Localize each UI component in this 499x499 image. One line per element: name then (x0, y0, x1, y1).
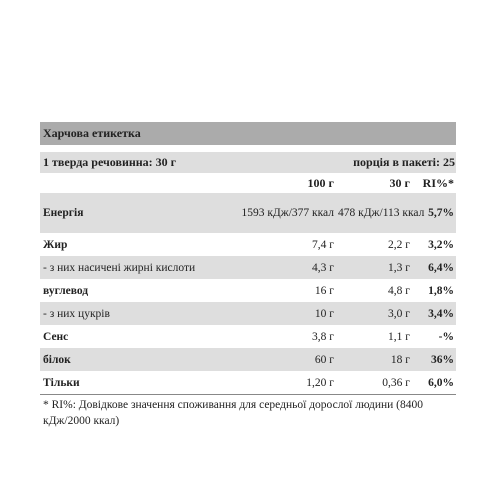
nutrient-name: - з них цукрів (43, 307, 110, 320)
serving-info-row (40, 152, 456, 173)
value-per100: 1593 кДж/377 ккал (241, 207, 334, 219)
value-per30: 4,8 г (388, 284, 410, 297)
column-header-per100: 100 г (307, 175, 334, 190)
column-header-row (40, 173, 456, 193)
value-ri: 36% (431, 353, 454, 366)
value-ri: 3,4% (428, 307, 454, 320)
table-row (40, 325, 456, 348)
column-header-ri: RI%* (422, 175, 454, 190)
table-row (40, 256, 456, 279)
table-row (40, 371, 456, 395)
value-per30: 2,2 г (388, 238, 410, 251)
value-per30: 1,3 г (388, 261, 410, 274)
value-per100: 10 г (314, 307, 334, 320)
nutrient-name: вуглевод (43, 284, 89, 297)
label-title: Харчова етикетка (40, 122, 456, 145)
value-per30: 18 г (390, 353, 410, 366)
column-header-name (40, 173, 225, 193)
nutrient-name: Сенс (43, 330, 69, 343)
value-per100: 1,20 г (225, 371, 336, 395)
value-per30: 0,36 г (336, 371, 412, 395)
value-per30: 478 кДж/113 ккал (338, 207, 425, 219)
table-row (40, 279, 456, 302)
value-ri: -% (438, 330, 454, 343)
nutrient-name: Жир (43, 238, 68, 251)
spacer (40, 145, 456, 152)
value-per100: 60 г (314, 353, 334, 366)
table-row (40, 302, 456, 325)
nutrition-label (40, 122, 456, 427)
nutrient-name: Тільки (40, 371, 225, 395)
table-row (40, 193, 456, 233)
value-ri: 3,2% (428, 238, 454, 251)
column-header-per30: 30 г (389, 175, 410, 190)
value-per30: 3,0 г (388, 307, 410, 320)
value-per30: 1,1 г (388, 330, 410, 343)
value-per100: 4,3 г (312, 261, 334, 274)
serving-size: 1 тверда речовинна: 30 г (43, 155, 177, 169)
table-row (40, 233, 456, 256)
value-ri: 6,4% (428, 261, 454, 274)
value-ri: 1,8% (428, 284, 454, 297)
value-per100: 3,8 г (312, 330, 334, 343)
value-ri: 6,0% (412, 371, 456, 395)
value-ri: 5,7% (428, 207, 454, 219)
value-per100: 16 г (314, 284, 334, 297)
value-per100: 7,4 г (312, 238, 334, 251)
servings-per-pack: порція в пакеті: 25 (353, 155, 455, 169)
table-row (40, 348, 456, 371)
nutrient-name: - з них насичені жирні кислоти (43, 261, 196, 274)
nutrition-table (40, 173, 456, 395)
nutrient-name: Енергія (43, 207, 84, 219)
nutrient-name: білок (43, 353, 71, 366)
footnote: * RI%: Довідкове значення споживання для середньої дорослої людини (8400 кДж/2000 ккал) (43, 399, 424, 427)
